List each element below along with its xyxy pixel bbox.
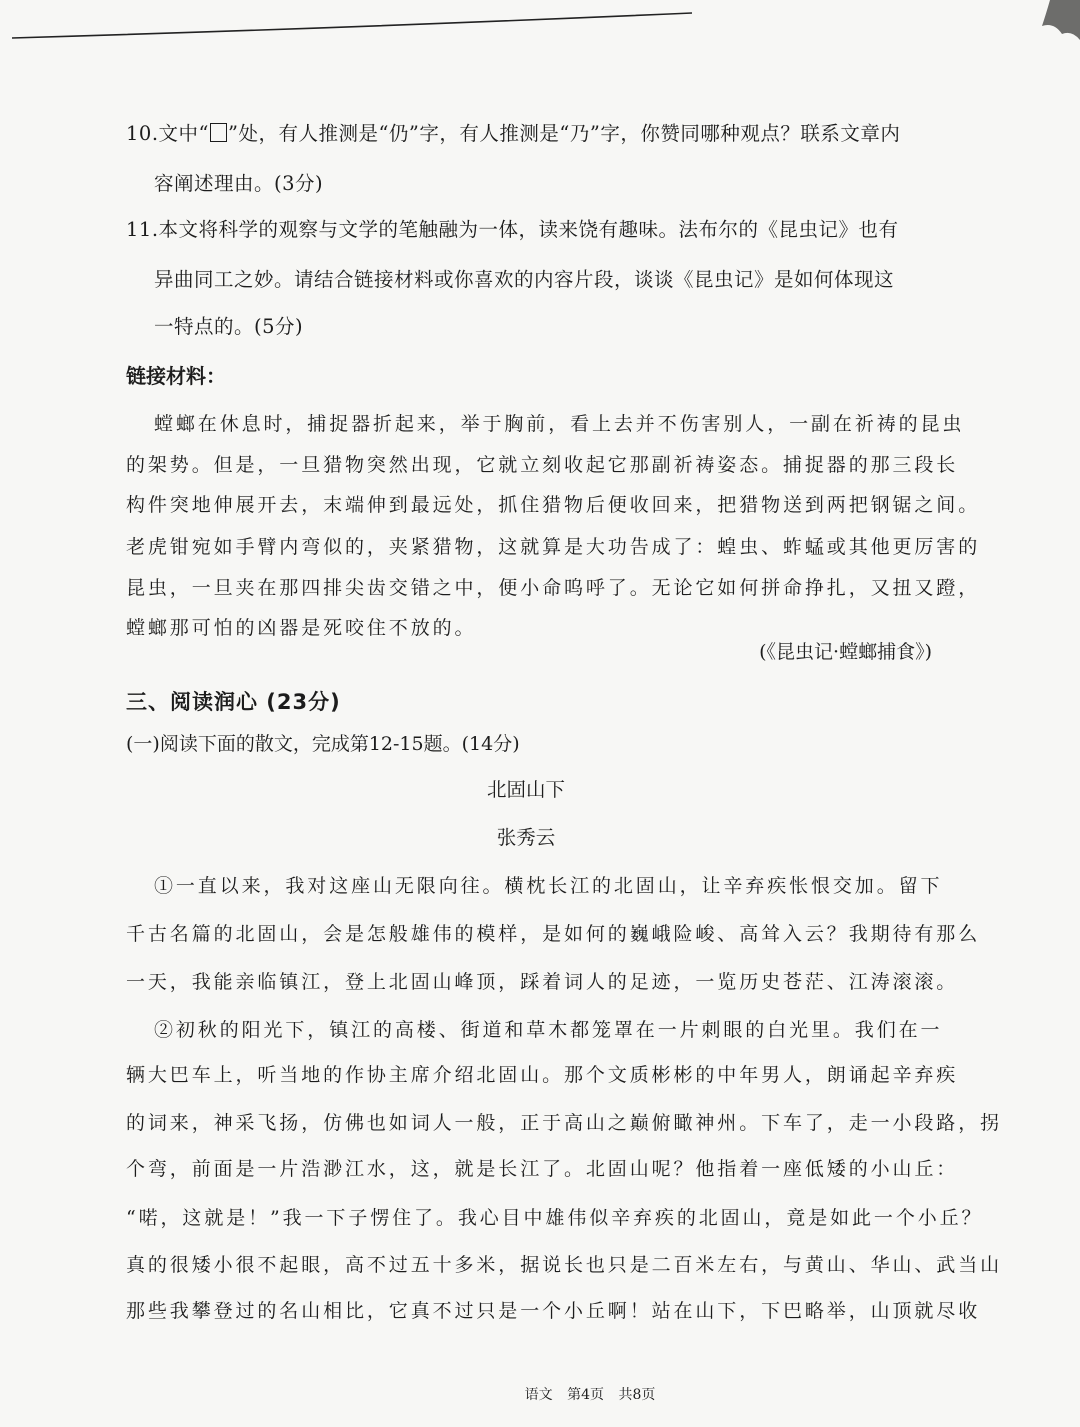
section-heading: 三、阅读润心 (23分) bbox=[126, 690, 341, 714]
passage-line: 螳螂在休息时，捕捉器折起来，举于胸前，看上去并不伤害别人，一副在祈祷的昆虫 bbox=[154, 413, 965, 435]
passage-line: 构件突地伸展开去，末端伸到最远处，抓住猎物后便收回来，把猎物送到两把钢锯之间。 bbox=[126, 494, 981, 516]
essay-line: ①一直以来，我对这座山无限向往。横枕长江的北固山，让辛弃疾怅恨交加。留下 bbox=[154, 875, 943, 897]
essay-author: 张秀云 bbox=[496, 826, 556, 849]
essay-line: 个弯，前面是一片浩渺江水，这，就是长江了。北固山呢？他指着一座低矮的小山丘： bbox=[126, 1158, 959, 1180]
essay-line: ②初秋的阳光下，镇江的高楼、街道和草木都笼罩在一片刺眼的白光里。我们在一 bbox=[154, 1019, 943, 1041]
blank-box bbox=[210, 123, 227, 142]
question-11-line-2: 异曲同工之妙。请结合链接材料或你喜欢的内容片段，谈谈《昆虫记》是如何体现这 bbox=[154, 268, 895, 291]
essay-title: 北固山下 bbox=[486, 778, 565, 801]
passage-source: (《昆虫记·螳螂捕食》) bbox=[759, 641, 932, 663]
essay-line: 真的很矮小很不起眼，高不过五十多米，据说长也只是二百米左右，与黄山、华山、武当山 bbox=[126, 1254, 1003, 1276]
passage-line: 螳螂那可怕的凶器是死咬住不放的。 bbox=[126, 617, 477, 639]
essay-line: 的词来，神采飞扬，仿佛也如词人一般，正于高山之巅俯瞰神州。下车了，走一小段路，拐 bbox=[126, 1112, 1003, 1134]
question-10-line-2: 容阐述理由。(3分) bbox=[154, 172, 324, 195]
essay-line: 千古名篇的北固山，会是怎般雄伟的模样，是如何的巍峨险峻、高耸入云？我期待有那么 bbox=[126, 923, 981, 945]
question-10-line-1: 10.文中“ ”处，有人推测是“仍”字，有人推测是“乃”字，你赞同哪种观点？联系文章内 bbox=[126, 122, 901, 145]
question-11-line-3: 一特点的。(5分) bbox=[154, 315, 304, 338]
essay-line: 辆大巴车上，听当地的作协主席介绍北固山。那个文质彬彬的中年男人，朗诵起辛弃疾 bbox=[126, 1064, 959, 1086]
page-footer: 语文 第4页 共8页 bbox=[524, 1387, 656, 1403]
essay-line: 一天，我能亲临镇江，登上北固山峰顶，踩着词人的足迹，一览历史苍茫、江涛滚滚。 bbox=[126, 971, 959, 993]
essay-line: “喏，这就是！”我一下子愣住了。我心目中雄伟似辛弃疾的北固山，竟是如此一个小丘？ bbox=[126, 1207, 984, 1229]
top-rule-line bbox=[12, 10, 692, 40]
passage-line: 老虎钳宛如手臂内弯似的，夹紧猎物，这就算是大功告成了：蝗虫、蚱蜢或其他更厉害的 bbox=[126, 536, 981, 558]
passage-line: 昆虫，一旦夹在那四排尖齿交错之中，便小命呜呼了。无论它如何拼命挣扎，又扭又蹬， bbox=[126, 577, 981, 599]
section-instruction: (一)阅读下面的散文，完成第12-15题。(14分) bbox=[126, 733, 520, 755]
link-material-label: 链接材料： bbox=[126, 364, 226, 388]
question-11-line-1: 11.本文将科学的观察与文学的笔触融为一体，读来饶有趣味。法布尔的《昆虫记》也有 bbox=[126, 218, 899, 241]
corner-scan-mark bbox=[1032, 0, 1080, 42]
passage-line: 的架势。但是，一旦猎物突然出现，它就立刻收起它那副祈祷姿态。捕捉器的那三段长 bbox=[126, 454, 959, 476]
essay-line: 那些我攀登过的名山相比，它真不过只是一个小丘啊！站在山下，下巴略举，山顶就尽收 bbox=[126, 1300, 981, 1322]
